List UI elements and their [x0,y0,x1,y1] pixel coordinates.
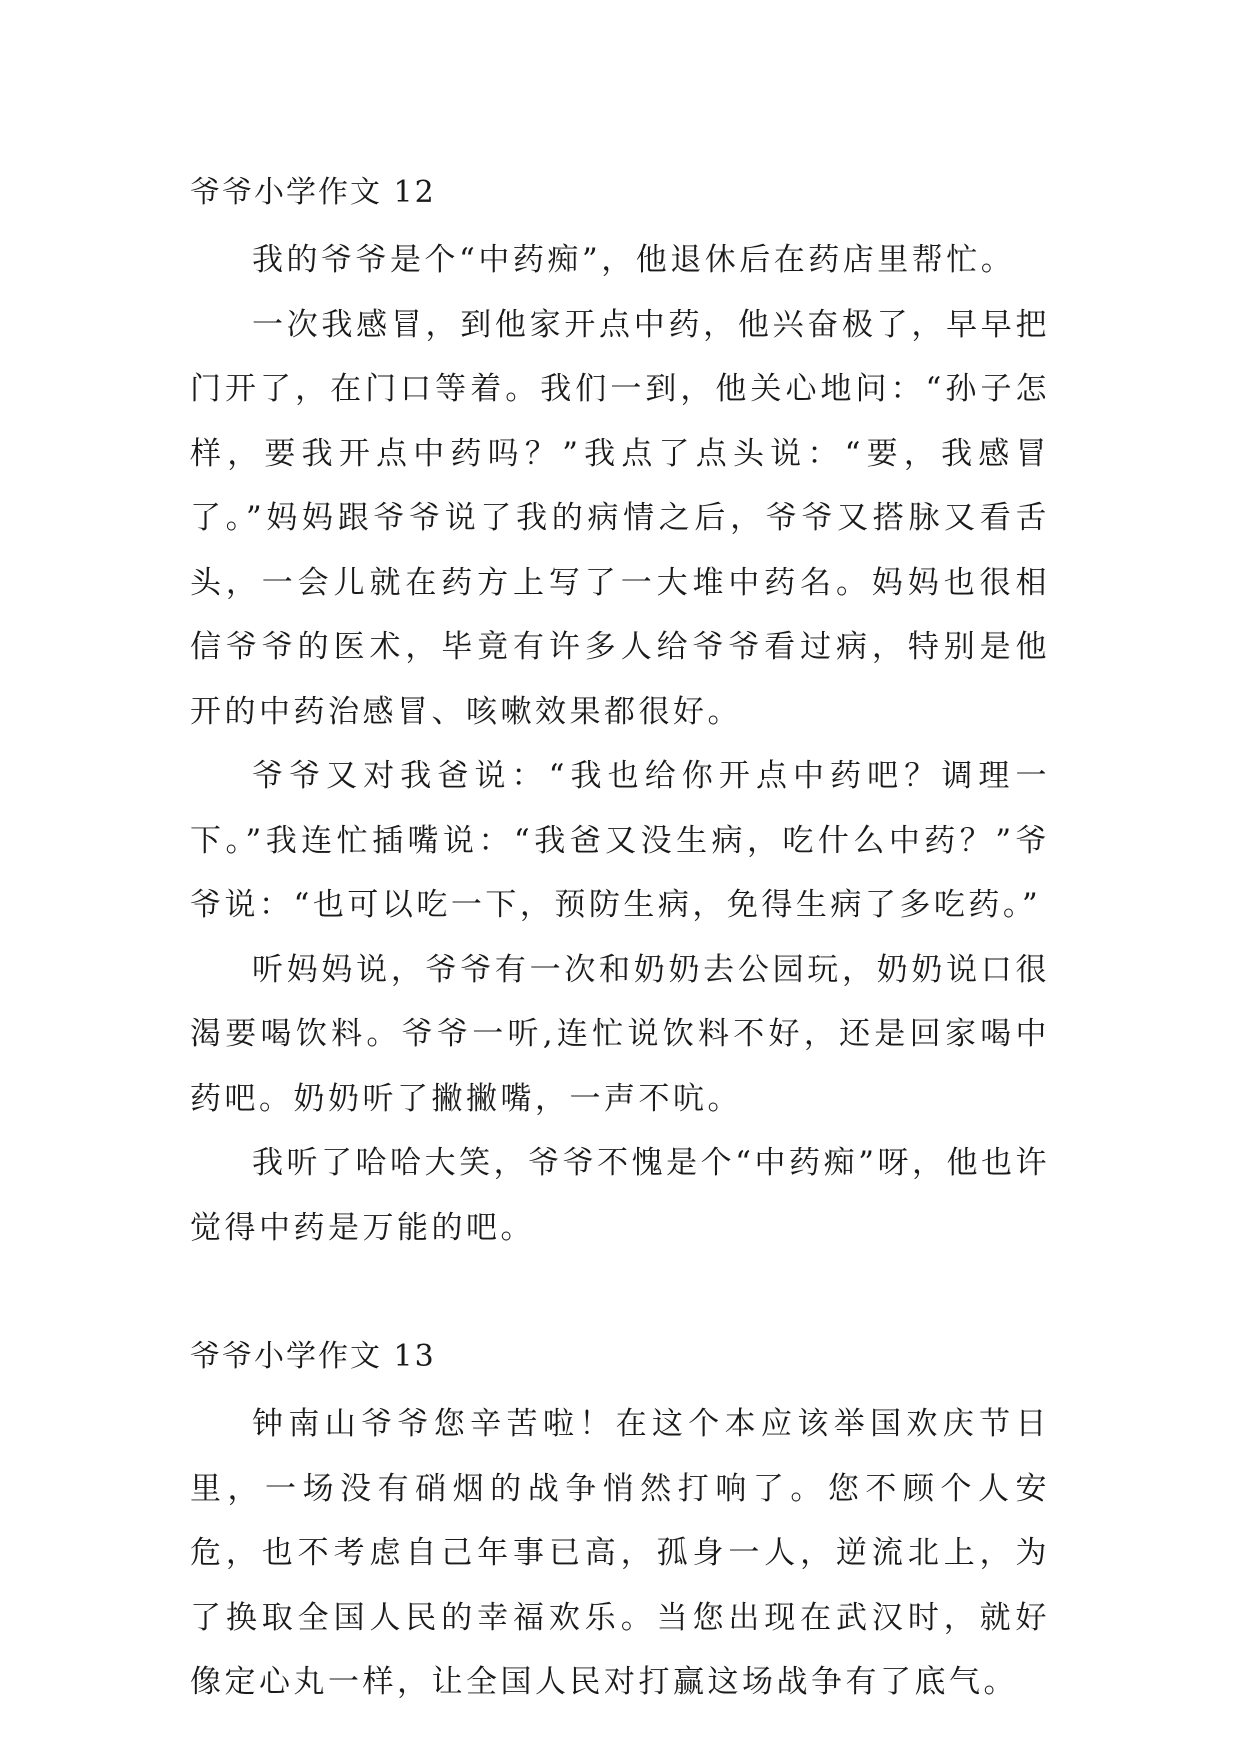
essay-title: 爷爷小学作文 13 [190,1339,436,1374]
essay-title: 爷爷小学作文 12 [190,175,436,210]
essay-paragraph: 爷爷又对我爸说：“我也给你开点中药吧？调理一下。”我连忙插嘴说：“我爸又没生病，吃什么中药？”爷爷说：“也可以吃一下，预防生病，免得生病了多吃药。” [190,758,1050,923]
essay-paragraph: 我的爷爷是个“中药痴”，他退休后在药店里帮忙。 [252,242,1016,278]
essay-paragraph: 我听了哈哈大笑，爷爷不愧是个“中药痴”呀，他也许觉得中药是万能的吧。 [190,1145,1050,1246]
document-page [190,158,1050,1715]
essay-13 [190,1322,1050,1715]
essay-paragraph: 钟南山爷爷您辛苦啦！在这个本应该举国欢庆节日里，一场没有硝烟的战争悄然打响了。您不顾个人安危，也不考虑自己年事已高，孤身一人，逆流北上，为了换取全国人民的幸福欢乐。当您出现在武汉时，就好像定心丸一样，让全国人民对打赢这场战争有了底气。 [190,1406,1050,1700]
essay-paragraph: 听妈妈说，爷爷有一次和奶奶去公园玩，奶奶说口很渴要喝饮料。爷爷一听,连忙说饮料不好，还是回家喝中药吧。奶奶听了撇撇嘴，一声不吭。 [190,951,1050,1117]
essay-12 [190,158,1050,1260]
essay-paragraph: 一次我感冒，到他家开点中药，他兴奋极了，早早把门开了，在门口等着。我们一到，他关心地问：“孙子怎样，要我开点中药吗？”我点了点头说：“要，我感冒了。”妈妈跟爷爷说了我的病情之后，爷爷又搭脉又看舌头，一会儿就在药方上写了一大堆中药名。妈妈也很相信爷爷的医术，毕竟有许多人给爷爷看过病，特别是他开的中药治感冒、咳嗽效果都很好。 [190,306,1050,730]
